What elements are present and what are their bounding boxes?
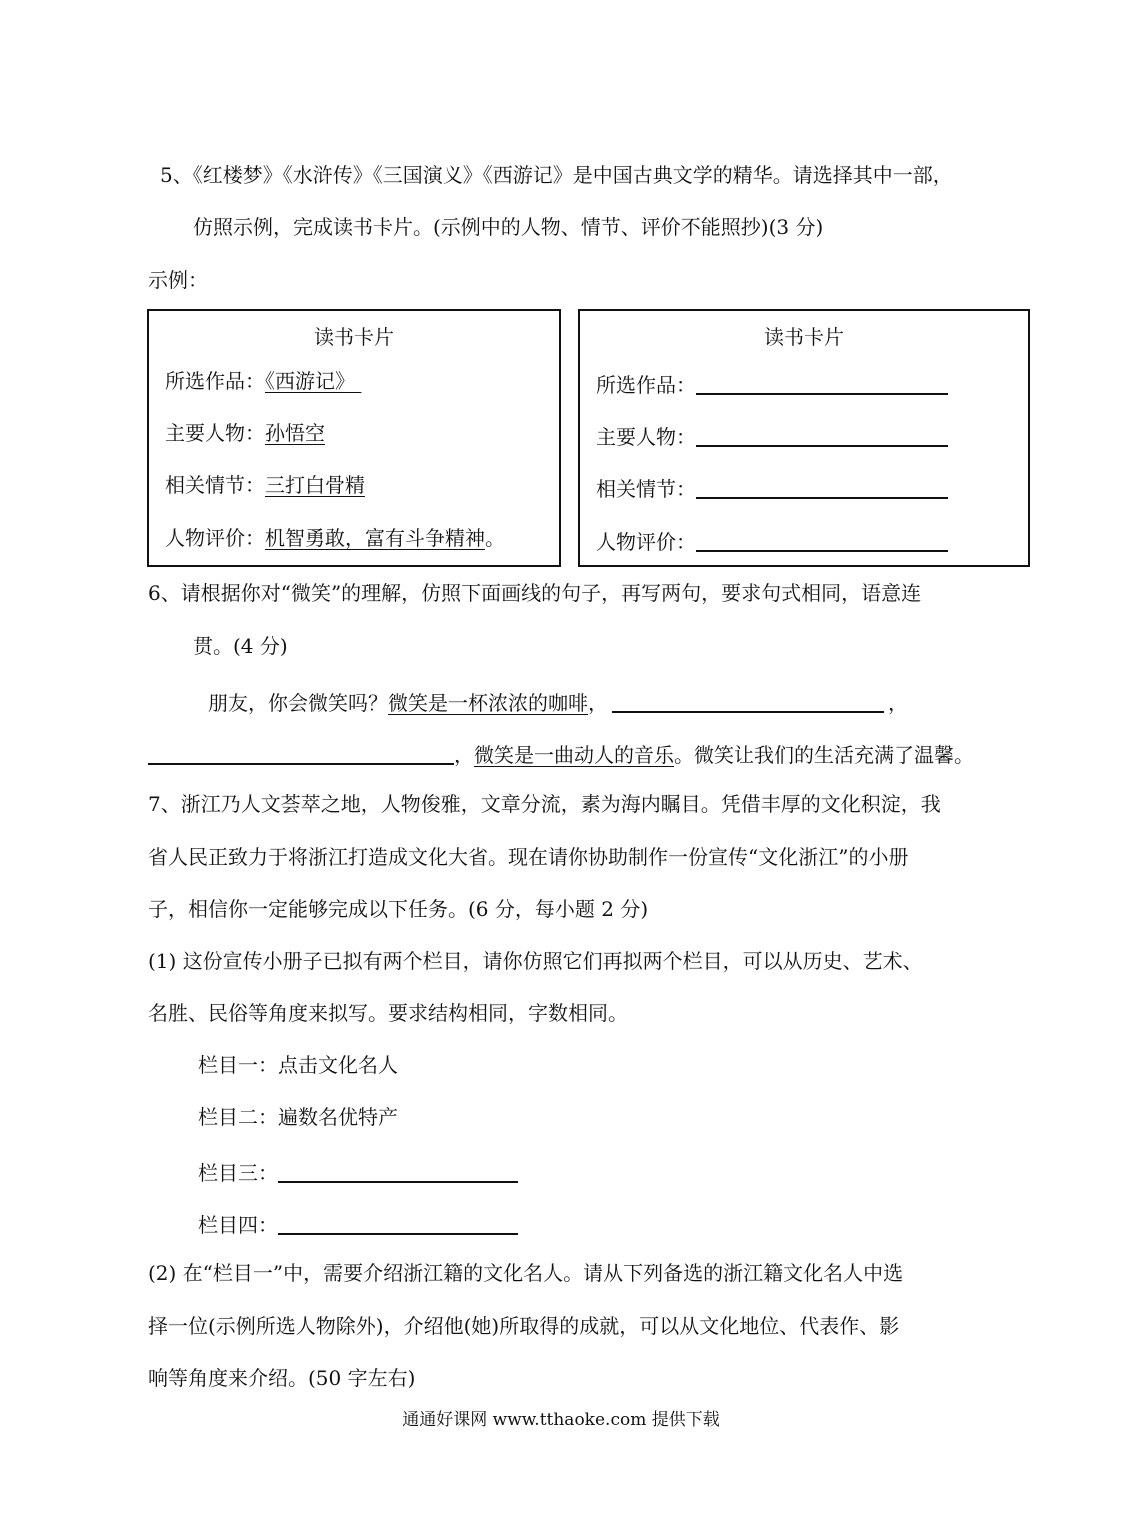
row-value: 孙悟空 [265,421,325,445]
q7-line1: 7、浙江乃人文荟萃之地，人物俊雅，文章分流，素为海内瞩目。凭借丰厚的文化积淀，我 [148,792,941,816]
column-item-3 [198,1159,518,1183]
blank-card-title: 读书卡片 [764,325,844,349]
underlined-sentence: 微笑是一曲动人的音乐 [474,743,674,767]
answer-blank[interactable] [612,689,884,713]
q7-sub2-line3: 响等角度来介绍。(50 字左右) [148,1366,416,1390]
blank-row-character [596,423,948,447]
underlined-sentence: 微笑是一杯浓浓的咖啡 [388,691,588,715]
column-label: 栏目四： [198,1213,278,1237]
row-label: 人物评价： [596,530,696,554]
sentence-end: 。微笑让我们的生活充满了温馨。 [674,743,974,767]
column-label: 栏目一： [198,1053,278,1077]
row-value: 《西游记》 [265,369,355,393]
blank-row-work [596,371,948,395]
row-value: 三打白骨精 [265,473,365,497]
answer-blank[interactable] [278,1211,518,1235]
sentence-start: 朋友，你会微笑吗？ [208,691,388,715]
example-row-plot [165,475,365,495]
row-label: 相关情节： [165,473,265,497]
answer-blank[interactable] [696,528,948,552]
row-tail: 。 [485,526,505,550]
example-row-work [165,371,361,391]
answer-blank[interactable] [696,371,948,395]
q7-sub1-line1: (1) 这份宣传小册子已拟有两个栏目，请你仿照它们再拟两个栏目，可以从历史、艺术、 [148,949,923,973]
row-label: 所选作品： [596,373,696,397]
q7-sub1-line2: 名胜、民俗等角度来拟写。要求结构相同，字数相同。 [148,1001,628,1025]
answer-blank[interactable] [696,475,948,499]
row-label: 所选作品： [165,369,265,393]
q7-line3: 子，相信你一定能够完成以下任务。(6 分，每小题 2 分) [148,897,649,921]
comma: ， [888,691,908,715]
blank-row-plot [596,475,948,499]
q7-line2: 省人民正致力于将浙江打造成文化大省。现在请你协助制作一份宣传“文化浙江”的小册 [148,845,909,869]
blank-reading-card [578,309,1030,567]
column-item-2 [198,1107,398,1127]
column-item-1 [198,1055,398,1075]
column-item-4 [198,1211,518,1235]
column-label: 栏目三： [198,1161,278,1185]
example-reading-card [147,309,561,567]
q6-line1: 6、请根据你对“微笑”的理解，仿照下面画线的句子，再写两句，要求句式相同，语意连 [148,581,922,605]
row-label: 人物评价： [165,526,265,550]
answer-blank[interactable] [696,423,948,447]
example-row-evaluation [165,528,505,548]
q6-sentence-line1 [208,689,908,713]
q7-sub2-line1: (2) 在“栏目一”中，需要介绍浙江籍的文化名人。请从下列备选的浙江籍文化名人中选 [148,1261,904,1285]
blank-row-evaluation [596,528,948,552]
q7-sub2-line2: 择一位(示例所选人物除外)，介绍他(她)所取得的成就，可以从文化地位、代表作、影 [148,1314,900,1338]
row-label: 相关情节： [596,477,696,501]
q5-line1: 5、《红楼梦》《水浒传》《三国演义》《西游记》是中国古典文学的精华。请选择其中一部， [160,163,953,187]
q6-line2: 贯。(4 分) [193,634,288,658]
example-row-character [165,423,325,443]
q5-line2: 仿照示例，完成读书卡片。(示例中的人物、情节、评价不能照抄)(3 分) [193,215,824,239]
column-label: 栏目二： [198,1105,278,1129]
answer-blank[interactable] [278,1159,518,1183]
column-value: 遍数名优特产 [278,1105,398,1129]
example-label: 示例： [148,268,208,292]
page-footer: 通通好课网 www.tthaoke.com 提供下载 [402,1410,720,1430]
row-label: 主要人物： [165,421,265,445]
comma: ， [454,743,474,767]
answer-blank[interactable] [148,741,454,765]
example-card-title: 读书卡片 [314,325,394,349]
row-value: 机智勇敢，富有斗争精神 [265,526,485,550]
row-label: 主要人物： [596,425,696,449]
column-value: 点击文化名人 [278,1053,398,1077]
q6-sentence-line2 [148,741,974,765]
comma: ， [588,691,608,715]
